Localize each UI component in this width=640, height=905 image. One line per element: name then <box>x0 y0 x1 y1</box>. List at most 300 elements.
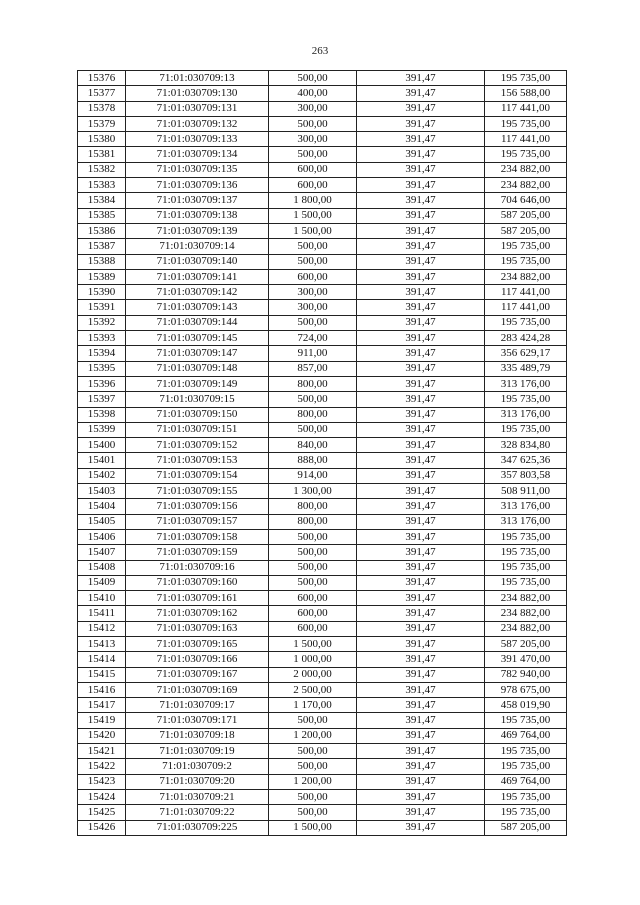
area-cell: 500,00 <box>269 71 357 86</box>
area-cell: 1 500,00 <box>269 820 357 835</box>
unit-value-cell: 391,47 <box>357 514 485 529</box>
table-row <box>78 713 567 728</box>
table-row <box>78 698 567 713</box>
unit-value-cell: 391,47 <box>357 407 485 422</box>
table-row <box>78 514 567 529</box>
cadastral-value-cell: 469 764,00 <box>485 774 567 789</box>
cadastral-value-cell: 313 176,00 <box>485 407 567 422</box>
unit-value-cell: 391,47 <box>357 438 485 453</box>
cadastral-value-cell: 469 764,00 <box>485 728 567 743</box>
area-cell: 600,00 <box>269 591 357 606</box>
table-row <box>78 805 567 820</box>
unit-value-cell: 391,47 <box>357 744 485 759</box>
unit-value-cell: 391,47 <box>357 315 485 330</box>
cadastral-number-cell: 71:01:030709:225 <box>126 820 269 835</box>
table-row <box>78 162 567 177</box>
cadastral-number-cell: 71:01:030709:141 <box>126 269 269 284</box>
area-cell: 1 500,00 <box>269 208 357 223</box>
cadastral-number-cell: 71:01:030709:163 <box>126 621 269 636</box>
unit-value-cell: 391,47 <box>357 713 485 728</box>
cadastral-value-cell: 234 882,00 <box>485 178 567 193</box>
cadastral-number-cell: 71:01:030709:131 <box>126 101 269 116</box>
table-row <box>78 652 567 667</box>
unit-value-cell: 391,47 <box>357 162 485 177</box>
unit-value-cell: 391,47 <box>357 499 485 514</box>
row-number-cell: 15399 <box>78 422 126 437</box>
cadastral-number-cell: 71:01:030709:20 <box>126 774 269 789</box>
cadastral-value-cell: 195 735,00 <box>485 239 567 254</box>
table-row <box>78 376 567 391</box>
unit-value-cell: 391,47 <box>357 759 485 774</box>
cadastral-value-cell: 195 735,00 <box>485 315 567 330</box>
area-cell: 500,00 <box>269 805 357 820</box>
row-number-cell: 15386 <box>78 223 126 238</box>
unit-value-cell: 391,47 <box>357 453 485 468</box>
cadastral-value-cell: 357 803,58 <box>485 468 567 483</box>
row-number-cell: 15381 <box>78 147 126 162</box>
row-number-cell: 15385 <box>78 208 126 223</box>
area-cell: 400,00 <box>269 86 357 101</box>
table-row <box>78 239 567 254</box>
table-row <box>78 269 567 284</box>
cadastral-number-cell: 71:01:030709:148 <box>126 361 269 376</box>
area-cell: 500,00 <box>269 392 357 407</box>
table-row <box>78 728 567 743</box>
row-number-cell: 15383 <box>78 178 126 193</box>
table-row <box>78 407 567 422</box>
row-number-cell: 15410 <box>78 591 126 606</box>
cadastral-number-cell: 71:01:030709:2 <box>126 759 269 774</box>
row-number-cell: 15400 <box>78 438 126 453</box>
table-row <box>78 744 567 759</box>
cadastral-number-cell: 71:01:030709:151 <box>126 422 269 437</box>
cadastral-value-cell: 328 834,80 <box>485 438 567 453</box>
area-cell: 500,00 <box>269 545 357 560</box>
row-number-cell: 15424 <box>78 789 126 804</box>
row-number-cell: 15407 <box>78 545 126 560</box>
area-cell: 1 300,00 <box>269 484 357 499</box>
row-number-cell: 15396 <box>78 376 126 391</box>
unit-value-cell: 391,47 <box>357 223 485 238</box>
row-number-cell: 15405 <box>78 514 126 529</box>
cadastral-value-cell: 508 911,00 <box>485 484 567 499</box>
unit-value-cell: 391,47 <box>357 132 485 147</box>
unit-value-cell: 391,47 <box>357 652 485 667</box>
unit-value-cell: 391,47 <box>357 575 485 590</box>
cadastral-number-cell: 71:01:030709:153 <box>126 453 269 468</box>
cadastral-value-cell: 234 882,00 <box>485 162 567 177</box>
cadastral-value-cell: 117 441,00 <box>485 132 567 147</box>
cadastral-value-cell: 195 735,00 <box>485 575 567 590</box>
row-number-cell: 15389 <box>78 269 126 284</box>
unit-value-cell: 391,47 <box>357 116 485 131</box>
cadastral-number-cell: 71:01:030709:159 <box>126 545 269 560</box>
table-row <box>78 331 567 346</box>
row-number-cell: 15388 <box>78 254 126 269</box>
row-number-cell: 15382 <box>78 162 126 177</box>
cadastral-number-cell: 71:01:030709:152 <box>126 438 269 453</box>
area-cell: 800,00 <box>269 499 357 514</box>
unit-value-cell: 391,47 <box>357 682 485 697</box>
cadastral-number-cell: 71:01:030709:143 <box>126 300 269 315</box>
area-cell: 600,00 <box>269 178 357 193</box>
cadastral-value-cell: 704 646,00 <box>485 193 567 208</box>
unit-value-cell: 391,47 <box>357 178 485 193</box>
unit-value-cell: 391,47 <box>357 300 485 315</box>
table-row <box>78 193 567 208</box>
cadastral-number-cell: 71:01:030709:149 <box>126 376 269 391</box>
area-cell: 1 200,00 <box>269 774 357 789</box>
table-row <box>78 438 567 453</box>
row-number-cell: 15378 <box>78 101 126 116</box>
table-row <box>78 453 567 468</box>
row-number-cell: 15406 <box>78 529 126 544</box>
table-row <box>78 300 567 315</box>
table-row <box>78 667 567 682</box>
table-row <box>78 774 567 789</box>
table-row <box>78 147 567 162</box>
area-cell: 500,00 <box>269 789 357 804</box>
cadastral-number-cell: 71:01:030709:162 <box>126 606 269 621</box>
unit-value-cell: 391,47 <box>357 606 485 621</box>
table-row <box>78 254 567 269</box>
cadastral-number-cell: 71:01:030709:17 <box>126 698 269 713</box>
area-cell: 800,00 <box>269 514 357 529</box>
row-number-cell: 15411 <box>78 606 126 621</box>
cadastral-value-cell: 335 489,79 <box>485 361 567 376</box>
cadastral-value-cell: 458 019,90 <box>485 698 567 713</box>
row-number-cell: 15416 <box>78 682 126 697</box>
area-cell: 800,00 <box>269 376 357 391</box>
unit-value-cell: 391,47 <box>357 331 485 346</box>
unit-value-cell: 391,47 <box>357 621 485 636</box>
area-cell: 600,00 <box>269 162 357 177</box>
row-number-cell: 15425 <box>78 805 126 820</box>
cadastral-number-cell: 71:01:030709:138 <box>126 208 269 223</box>
cadastral-number-cell: 71:01:030709:130 <box>126 86 269 101</box>
table-row <box>78 422 567 437</box>
table-row <box>78 789 567 804</box>
cadastral-number-cell: 71:01:030709:136 <box>126 178 269 193</box>
cadastral-number-cell: 71:01:030709:15 <box>126 392 269 407</box>
cadastral-value-cell: 117 441,00 <box>485 285 567 300</box>
cadastral-number-cell: 71:01:030709:161 <box>126 591 269 606</box>
area-cell: 600,00 <box>269 269 357 284</box>
row-number-cell: 15387 <box>78 239 126 254</box>
cadastral-value-table <box>77 70 567 836</box>
cadastral-number-cell: 71:01:030709:137 <box>126 193 269 208</box>
cadastral-number-cell: 71:01:030709:144 <box>126 315 269 330</box>
table-row <box>78 346 567 361</box>
cadastral-value-cell: 391 470,00 <box>485 652 567 667</box>
cadastral-number-cell: 71:01:030709:147 <box>126 346 269 361</box>
unit-value-cell: 391,47 <box>357 529 485 544</box>
area-cell: 500,00 <box>269 315 357 330</box>
unit-value-cell: 391,47 <box>357 805 485 820</box>
cadastral-number-cell: 71:01:030709:21 <box>126 789 269 804</box>
row-number-cell: 15417 <box>78 698 126 713</box>
row-number-cell: 15379 <box>78 116 126 131</box>
row-number-cell: 15394 <box>78 346 126 361</box>
row-number-cell: 15384 <box>78 193 126 208</box>
cadastral-value-cell: 313 176,00 <box>485 499 567 514</box>
unit-value-cell: 391,47 <box>357 193 485 208</box>
cadastral-number-cell: 71:01:030709:165 <box>126 636 269 651</box>
unit-value-cell: 391,47 <box>357 789 485 804</box>
cadastral-value-cell: 234 882,00 <box>485 606 567 621</box>
cadastral-value-cell: 234 882,00 <box>485 621 567 636</box>
cadastral-value-cell: 117 441,00 <box>485 101 567 116</box>
table-row <box>78 636 567 651</box>
cadastral-value-cell: 356 629,17 <box>485 346 567 361</box>
table-row <box>78 315 567 330</box>
cadastral-number-cell: 71:01:030709:157 <box>126 514 269 529</box>
row-number-cell: 15419 <box>78 713 126 728</box>
row-number-cell: 15390 <box>78 285 126 300</box>
area-cell: 500,00 <box>269 116 357 131</box>
area-cell: 1 500,00 <box>269 223 357 238</box>
cadastral-value-cell: 195 735,00 <box>485 392 567 407</box>
cadastral-number-cell: 71:01:030709:158 <box>126 529 269 544</box>
row-number-cell: 15377 <box>78 86 126 101</box>
unit-value-cell: 391,47 <box>357 591 485 606</box>
cadastral-number-cell: 71:01:030709:167 <box>126 667 269 682</box>
table-row <box>78 621 567 636</box>
table-row <box>78 101 567 116</box>
table-row <box>78 682 567 697</box>
cadastral-value-cell: 195 735,00 <box>485 759 567 774</box>
unit-value-cell: 391,47 <box>357 392 485 407</box>
cadastral-value-cell: 195 735,00 <box>485 71 567 86</box>
cadastral-number-cell: 71:01:030709:18 <box>126 728 269 743</box>
table-row <box>78 86 567 101</box>
cadastral-number-cell: 71:01:030709:156 <box>126 499 269 514</box>
row-number-cell: 15421 <box>78 744 126 759</box>
cadastral-number-cell: 71:01:030709:22 <box>126 805 269 820</box>
table-row <box>78 484 567 499</box>
area-cell: 857,00 <box>269 361 357 376</box>
area-cell: 500,00 <box>269 147 357 162</box>
cadastral-number-cell: 71:01:030709:160 <box>126 575 269 590</box>
table-row <box>78 208 567 223</box>
unit-value-cell: 391,47 <box>357 728 485 743</box>
unit-value-cell: 391,47 <box>357 285 485 300</box>
row-number-cell: 15423 <box>78 774 126 789</box>
unit-value-cell: 391,47 <box>357 346 485 361</box>
cadastral-value-cell: 195 735,00 <box>485 254 567 269</box>
row-number-cell: 15397 <box>78 392 126 407</box>
table-row <box>78 759 567 774</box>
area-cell: 1 200,00 <box>269 728 357 743</box>
cadastral-number-cell: 71:01:030709:171 <box>126 713 269 728</box>
area-cell: 300,00 <box>269 300 357 315</box>
row-number-cell: 15413 <box>78 636 126 651</box>
area-cell: 500,00 <box>269 529 357 544</box>
cadastral-value-cell: 782 940,00 <box>485 667 567 682</box>
area-cell: 500,00 <box>269 254 357 269</box>
area-cell: 2 500,00 <box>269 682 357 697</box>
cadastral-number-cell: 71:01:030709:134 <box>126 147 269 162</box>
table-body <box>78 71 567 836</box>
table-row <box>78 223 567 238</box>
row-number-cell: 15404 <box>78 499 126 514</box>
area-cell: 1 000,00 <box>269 652 357 667</box>
unit-value-cell: 391,47 <box>357 636 485 651</box>
row-number-cell: 15420 <box>78 728 126 743</box>
row-number-cell: 15398 <box>78 407 126 422</box>
table-row <box>78 468 567 483</box>
row-number-cell: 15422 <box>78 759 126 774</box>
unit-value-cell: 391,47 <box>357 667 485 682</box>
area-cell: 500,00 <box>269 713 357 728</box>
cadastral-value-cell: 234 882,00 <box>485 591 567 606</box>
unit-value-cell: 391,47 <box>357 269 485 284</box>
cadastral-value-cell: 587 205,00 <box>485 223 567 238</box>
cadastral-number-cell: 71:01:030709:14 <box>126 239 269 254</box>
unit-value-cell: 391,47 <box>357 422 485 437</box>
cadastral-number-cell: 71:01:030709:135 <box>126 162 269 177</box>
unit-value-cell: 391,47 <box>357 545 485 560</box>
cadastral-value-cell: 313 176,00 <box>485 376 567 391</box>
unit-value-cell: 391,47 <box>357 774 485 789</box>
row-number-cell: 15401 <box>78 453 126 468</box>
cadastral-value-cell: 283 424,28 <box>485 331 567 346</box>
table-row <box>78 116 567 131</box>
cadastral-number-cell: 71:01:030709:145 <box>126 331 269 346</box>
cadastral-number-cell: 71:01:030709:166 <box>126 652 269 667</box>
cadastral-number-cell: 71:01:030709:154 <box>126 468 269 483</box>
area-cell: 914,00 <box>269 468 357 483</box>
area-cell: 300,00 <box>269 285 357 300</box>
area-cell: 500,00 <box>269 239 357 254</box>
cadastral-value-cell: 234 882,00 <box>485 269 567 284</box>
cadastral-number-cell: 71:01:030709:142 <box>126 285 269 300</box>
row-number-cell: 15412 <box>78 621 126 636</box>
cadastral-number-cell: 71:01:030709:155 <box>126 484 269 499</box>
table-row <box>78 606 567 621</box>
table-row <box>78 285 567 300</box>
cadastral-number-cell: 71:01:030709:132 <box>126 116 269 131</box>
cadastral-value-cell: 195 735,00 <box>485 422 567 437</box>
row-number-cell: 15392 <box>78 315 126 330</box>
row-number-cell: 15393 <box>78 331 126 346</box>
cadastral-value-cell: 195 735,00 <box>485 744 567 759</box>
area-cell: 1 800,00 <box>269 193 357 208</box>
cadastral-number-cell: 71:01:030709:140 <box>126 254 269 269</box>
table-row <box>78 392 567 407</box>
cadastral-value-cell: 313 176,00 <box>485 514 567 529</box>
cadastral-number-cell: 71:01:030709:150 <box>126 407 269 422</box>
row-number-cell: 15414 <box>78 652 126 667</box>
area-cell: 840,00 <box>269 438 357 453</box>
cadastral-number-cell: 71:01:030709:133 <box>126 132 269 147</box>
cadastral-value-cell: 587 205,00 <box>485 208 567 223</box>
table-row <box>78 132 567 147</box>
area-cell: 600,00 <box>269 606 357 621</box>
table-row <box>78 361 567 376</box>
cadastral-value-cell: 195 735,00 <box>485 545 567 560</box>
cadastral-number-cell: 71:01:030709:19 <box>126 744 269 759</box>
unit-value-cell: 391,47 <box>357 468 485 483</box>
table-row <box>78 178 567 193</box>
unit-value-cell: 391,47 <box>357 698 485 713</box>
unit-value-cell: 391,47 <box>357 376 485 391</box>
unit-value-cell: 391,47 <box>357 361 485 376</box>
cadastral-value-cell: 195 735,00 <box>485 529 567 544</box>
cadastral-value-cell: 195 735,00 <box>485 147 567 162</box>
table-row <box>78 820 567 835</box>
row-number-cell: 15391 <box>78 300 126 315</box>
row-number-cell: 15408 <box>78 560 126 575</box>
table-row <box>78 560 567 575</box>
cadastral-number-cell: 71:01:030709:13 <box>126 71 269 86</box>
area-cell: 1 170,00 <box>269 698 357 713</box>
row-number-cell: 15376 <box>78 71 126 86</box>
table-row <box>78 591 567 606</box>
row-number-cell: 15403 <box>78 484 126 499</box>
row-number-cell: 15415 <box>78 667 126 682</box>
cadastral-number-cell: 71:01:030709:139 <box>126 223 269 238</box>
cadastral-value-cell: 195 735,00 <box>485 560 567 575</box>
cadastral-value-cell: 587 205,00 <box>485 636 567 651</box>
area-cell: 300,00 <box>269 101 357 116</box>
table-row <box>78 71 567 86</box>
area-cell: 800,00 <box>269 407 357 422</box>
cadastral-value-cell: 117 441,00 <box>485 300 567 315</box>
area-cell: 500,00 <box>269 422 357 437</box>
area-cell: 500,00 <box>269 759 357 774</box>
area-cell: 600,00 <box>269 621 357 636</box>
cadastral-value-cell: 195 735,00 <box>485 789 567 804</box>
page-number: 263 <box>311 45 329 57</box>
area-cell: 500,00 <box>269 560 357 575</box>
unit-value-cell: 391,47 <box>357 147 485 162</box>
cadastral-value-cell: 195 735,00 <box>485 713 567 728</box>
cadastral-value-cell: 156 588,00 <box>485 86 567 101</box>
unit-value-cell: 391,47 <box>357 101 485 116</box>
row-number-cell: 15402 <box>78 468 126 483</box>
area-cell: 724,00 <box>269 331 357 346</box>
area-cell: 1 500,00 <box>269 636 357 651</box>
unit-value-cell: 391,47 <box>357 820 485 835</box>
cadastral-number-cell: 71:01:030709:16 <box>126 560 269 575</box>
unit-value-cell: 391,47 <box>357 254 485 269</box>
area-cell: 888,00 <box>269 453 357 468</box>
row-number-cell: 15380 <box>78 132 126 147</box>
cadastral-value-cell: 347 625,36 <box>485 453 567 468</box>
table-row <box>78 575 567 590</box>
cadastral-value-cell: 195 735,00 <box>485 805 567 820</box>
table-row <box>78 545 567 560</box>
cadastral-value-cell: 587 205,00 <box>485 820 567 835</box>
cadastral-number-cell: 71:01:030709:169 <box>126 682 269 697</box>
area-cell: 2 000,00 <box>269 667 357 682</box>
unit-value-cell: 391,47 <box>357 239 485 254</box>
area-cell: 911,00 <box>269 346 357 361</box>
row-number-cell: 15409 <box>78 575 126 590</box>
area-cell: 500,00 <box>269 575 357 590</box>
cadastral-value-cell: 195 735,00 <box>485 116 567 131</box>
area-cell: 300,00 <box>269 132 357 147</box>
table-row <box>78 529 567 544</box>
unit-value-cell: 391,47 <box>357 208 485 223</box>
cadastral-value-cell: 978 675,00 <box>485 682 567 697</box>
table-row <box>78 499 567 514</box>
row-number-cell: 15395 <box>78 361 126 376</box>
area-cell: 500,00 <box>269 744 357 759</box>
unit-value-cell: 391,47 <box>357 560 485 575</box>
unit-value-cell: 391,47 <box>357 86 485 101</box>
